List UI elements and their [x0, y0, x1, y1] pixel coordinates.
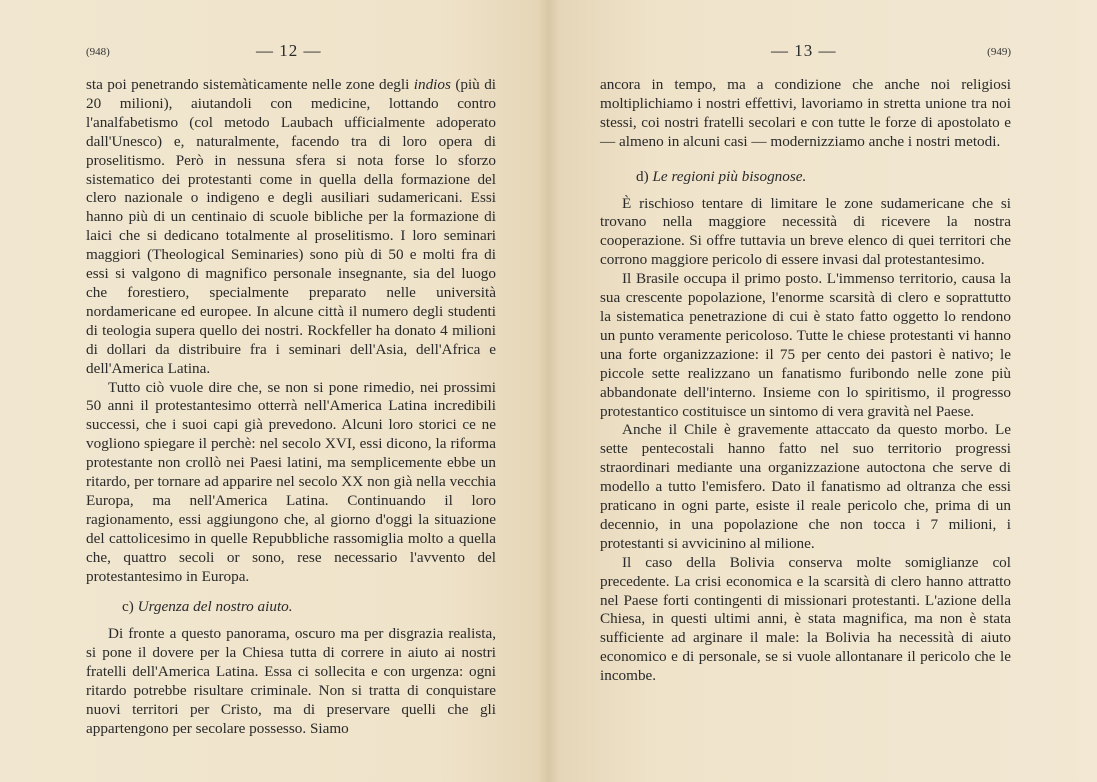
- left-page-number: — 12 —: [256, 41, 322, 60]
- section-heading-d: d) Le regioni più bisognose.: [636, 167, 807, 185]
- left-folio: (948): [86, 46, 110, 58]
- right-paragraph-3: Il Brasile occupa il primo posto. L'immenso territorio, causa la sua crescente popolazione, l'enorme scarsità di clero e soprattutto la sistematica penetrazione di cui è stato fatto oggetto lo rendono un punto veramente pericoloso. Tutte le chiese protestanti vi hanno una forte organizzazione: il 75 per cento dei pastori è nativo; le piccole sette realizzano un fanatismo furibondo nelle zone più abbandonate dell'interno. Insieme con lo spiritismo, il progresso protestantico costituisce un sintomo di vera gravità nel Paese.: [600, 270, 1011, 420]
- right-paragraph-2: È rischioso tentare di limitare le zone sudamericane che si trovano nella maggiore necessità di ricevere la nostra cooperazione. Si offre tuttavia un breve elenco di quei territori che corrono maggiore pericolo di essere invasi dal protestantesimo.: [600, 194, 1011, 269]
- left-paragraph-2: Tutto ciò vuole dire che, se non si pone rimedio, nei prossimi 50 anni il protestantesimo otterrà nell'America Latina incredibili successi, che i suoi capi già prevedono. Alcuni loro storici ce ne vogliono spiegare il perchè: nel secolo XVI, essi dicono, la riforma protestante non crollò nei Paesi latini, ma semplicemente ebbe un ritardo, per tornare ad apparire nel secolo XX non già nella vecchia Europa, ma nell'America Latina. Continuando il loro ragionamento, essi aggiungono che, al giorno d'oggi la situazione del cattolicesimo in quelle Repubbliche rassomiglia molto a quella che, quattro secoli or sono, rese necessario l'avvento del protestantesimo in Europa.: [86, 378, 496, 585]
- right-folio: (949): [987, 46, 1011, 58]
- italic-term: indios: [413, 76, 451, 93]
- right-paragraph-1: ancora in tempo, ma a condizione che anche noi religiosi moltiplichiamo i nostri effettivi, lavoriamo in stretta unione tra noi stessi, coi nostri fratelli secolari e con tutte le forze di apostolato e — almeno in alcuni casi — modernizziamo anche i nostri metodi.: [600, 76, 1011, 150]
- right-paragraph-4: Anche il Chile è gravemente attaccato da questo morbo. Le sette pentecostali hanno fatto nel suo territorio progressi straordinari mediante una organizzazione autoctona che serve di modello a tutto l'emisfero. Dato il fanatismo ad oltranza che essi praticano in ogni parte, esiste il reale pericolo che, prima di un decennio, in una popolazione che non tocca i 7 milioni, i protestanti si avvicinino al milione.: [600, 421, 1011, 552]
- right-paragraph-5: Il caso della Bolivia conserva molte somiglianze col precedente. La crisi economica e la scarsità di clero hanno attratto nel Paese forti contingenti di missionari protestanti. L'azione della Chiesa, in questi ultimi anni, è stata magnifica, ma non è stata sufficiente ad arginare il male: la Bolivia ha necessità di aiuto economico e di personale, se si vuole allontanare il pericolo che le incombe.: [600, 553, 1011, 685]
- left-paragraph-1: sta poi penetrando sistemàticamente nelle zone degli indios (più di 20 milioni), aiutandoli con medicine, lottando contro l'analfabetismo (col metodo Laubach ufficialmente adoperato dall'Unesco) e, naturalmente, facendo tra di loro opera di proselitismo. Però in nessuna sfera si nota forse lo sforzo sistematico dei protestanti come in quella della formazione del clero nazionale o indigeno e degli ausiliari sudamericani. Essi hanno più di un centinaio di scuole bibliche per la formazione di laici che si dedicano totalmente al proselitismo. I loro seminari maggiori (Theological Seminaries) sono più di 50 e molti fra di essi si valgono di magnifico personale insegnante, sia del luogo che forestiero, specialmente preparato nelle università nordamericane ed europee. In alcune città il numero degli studenti di teologia supera quello dei nostri. Rockfeller ha donato 4 milioni di dollari da distribuire fra i seminari dell'Asia, dell'Africa e dell'America Latina.: [86, 76, 497, 377]
- right-page-number: — 13 —: [771, 41, 837, 60]
- right-page-body: [600, 76, 1011, 686]
- left-page: [0, 0, 548, 782]
- left-page-body: [86, 76, 496, 739]
- section-heading-c: c) Urgenza del nostro aiuto.: [122, 598, 293, 616]
- left-paragraph-3: Di fronte a questo panorama, oscuro ma per disgrazia realista, si pone il dovere per la Chiesa tutta di correre in aiuto ai nostri fratelli dell'America Latina. Essa ci sollecita e con urgenza: ogni ritardo potrebbe risultare criminale. Non si tratta di conquistare nuovi territori per Cristo, ma di preservare quelli che gli appartengono per secolare possesso. Siamo: [86, 625, 496, 737]
- right-page: [549, 0, 1097, 782]
